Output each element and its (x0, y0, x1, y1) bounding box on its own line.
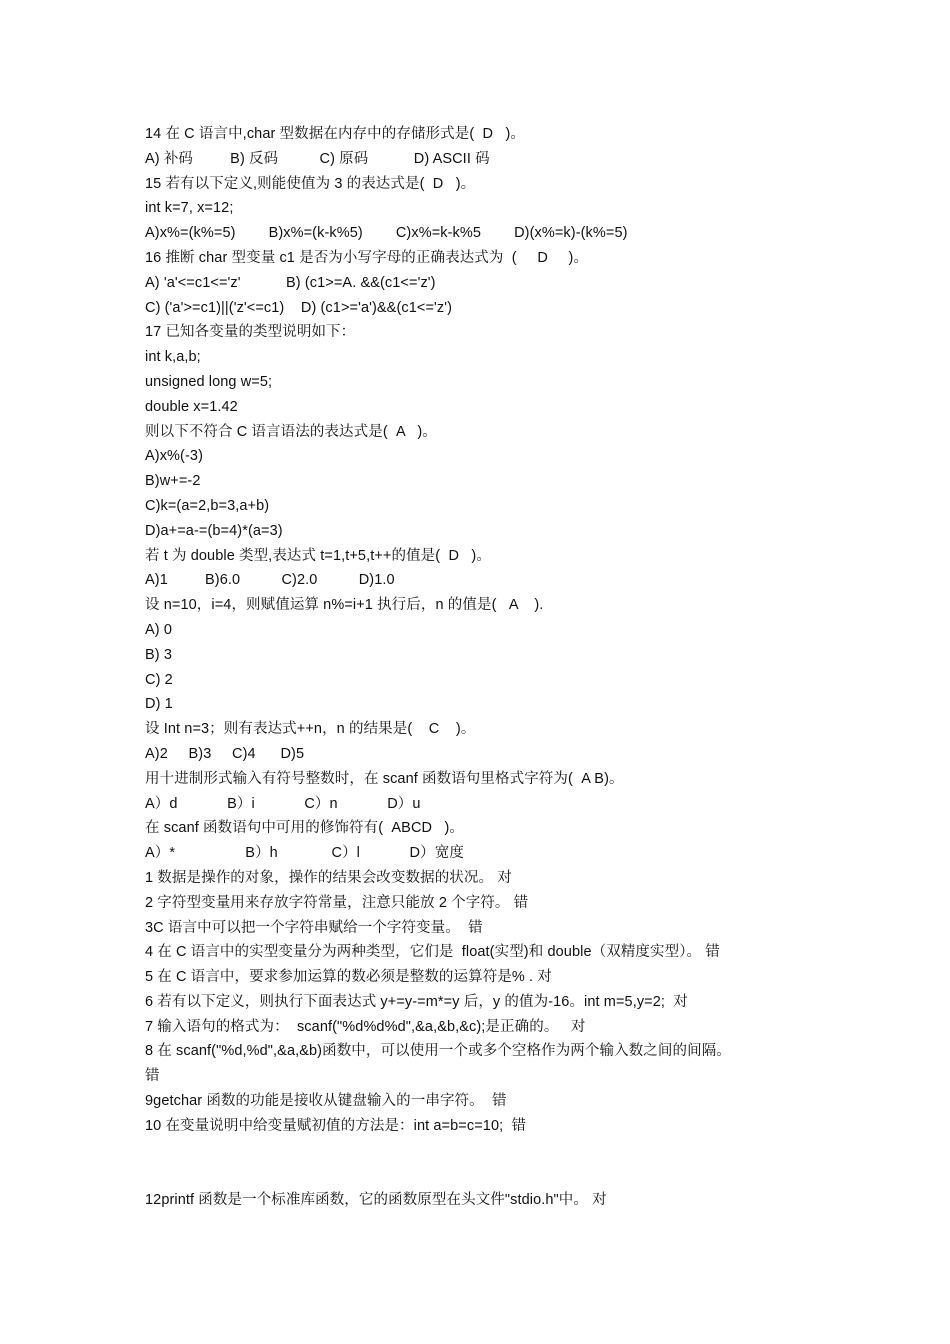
question-14-options: A) 补码 B) 反码 C) 原码 D) ASCII 码 (145, 150, 490, 167)
question-scanf-format-options: A）d B）i C）n D）u (145, 795, 421, 812)
true-false-item-8: 8 在 scanf("%d,%d",&a,&b)函数中，可以使用一个或多个空格作为两个输入数之间的间隔。 (145, 1043, 731, 1060)
question-scanf-modifiers: 在 scanf 函数语句中可用的修饰符有( ABCD )。 (145, 820, 464, 837)
question-modulo-option: A) 0 (145, 621, 172, 638)
question-increment-options: A)2 B)3 C)4 D)5 (145, 745, 305, 762)
question-15-options: A)x%=(k%=5) B)x%=(k-k%5) C)x%=k-k%5 D)(x%=k)-(k%=5) (145, 225, 628, 242)
question-15-code: int k=7, x=12; (145, 200, 234, 217)
true-false-item-9: 9getchar 函数的功能是接收从键盘输入的一串字符。 错 (145, 1093, 507, 1110)
question-17: 17 已知各变量的类型说明如下： (145, 324, 356, 341)
question-modulo-option: D) 1 (145, 696, 173, 713)
question-17-option: D)a+=a-=(b=4)*(a=3) (145, 522, 283, 539)
true-false-item-3: 3C 语言中可以把一个字符串赋给一个字符变量。 错 (145, 919, 483, 936)
question-17-prompt: 则以下不符合 C 语言语法的表达式是( A )。 (145, 423, 437, 440)
question-double-expression-options: A)1 B)6.0 C)2.0 D)1.0 (145, 572, 395, 589)
question-16-options-ab: A) 'a'<=c1<='z' B) (c1>=A. &&(c1<='z') (145, 274, 436, 291)
question-modulo-assignment: 设 n=10，i=4，则赋值运算 n%=i+1 执行后，n 的值是( A ). (145, 597, 544, 614)
question-16-options-cd: C) ('a'>=c1)||('z'<=c1) D) (c1>='a')&&(c1<='z') (145, 299, 453, 316)
question-17-code-line: int k,a,b; (145, 349, 201, 366)
question-17-code-line: double x=1.42 (145, 398, 238, 415)
question-16: 16 推断 char 型变量 c1 是否为小写字母的正确表达式为 ( D )。 (145, 249, 589, 266)
true-false-item-4: 4 在 C 语言中的实型变量分为两种类型，它们是 float(实型)和 double（双精度实型）。 错 (145, 944, 720, 961)
question-double-expression: 若 t 为 double 类型,表达式 t=1,t+5,t++的值是( D )。 (145, 547, 491, 564)
true-false-item-12: 12printf 函数是一个标准库函数，它的函数原型在头文件"stdio.h"中。 对 (145, 1192, 607, 1209)
true-false-item-10: 10 在变量说明中给变量赋初值的方法是：int a=b=c=10; 错 (145, 1117, 527, 1134)
question-scanf-format: 用十进制形式输入有符号整数时，在 scanf 函数语句里格式字符为( A B)。 (145, 770, 624, 787)
question-scanf-modifiers-options: A）* B）h C）l D）宽度 (145, 845, 464, 862)
question-17-option: C)k=(a=2,b=3,a+b) (145, 497, 270, 514)
question-modulo-option: C) 2 (145, 671, 173, 688)
true-false-item-1: 1 数据是操作的对象，操作的结果会改变数据的状况。 对 (145, 869, 512, 886)
question-increment: 设 Int n=3；则有表达式++n，n 的结果是( C )。 (145, 721, 476, 738)
question-14: 14 在 C 语言中,char 型数据在内存中的存储形式是( D )。 (145, 126, 526, 142)
true-false-item-6: 6 若有以下定义，则执行下面表达式 y+=y-=m*=y 后，y 的值为-16。int m=5,y=2; 对 (145, 993, 688, 1010)
true-false-item-5: 5 在 C 语言中，要求参加运算的数必须是整数的运算符是% . 对 (145, 969, 552, 986)
question-17-code-line: unsigned long w=5; (145, 373, 273, 390)
true-false-item-2: 2 字符型变量用来存放字符常量，注意只能放 2 个字符。 错 (145, 894, 529, 911)
question-17-option: B)w+=-2 (145, 473, 201, 490)
true-false-item-8-answer: 错 (145, 1068, 160, 1085)
blank-space (145, 1139, 815, 1189)
true-false-item-7: 7 输入语句的格式为： scanf("%d%d%d",&a,&b,&c);是正确的。 对 (145, 1018, 586, 1035)
question-15: 15 若有以下定义,则能使值为 3 的表达式是( D )。 (145, 175, 476, 192)
question-modulo-option: B) 3 (145, 646, 172, 663)
document-body (145, 122, 815, 1213)
question-17-option: A)x%(-3) (145, 448, 203, 465)
